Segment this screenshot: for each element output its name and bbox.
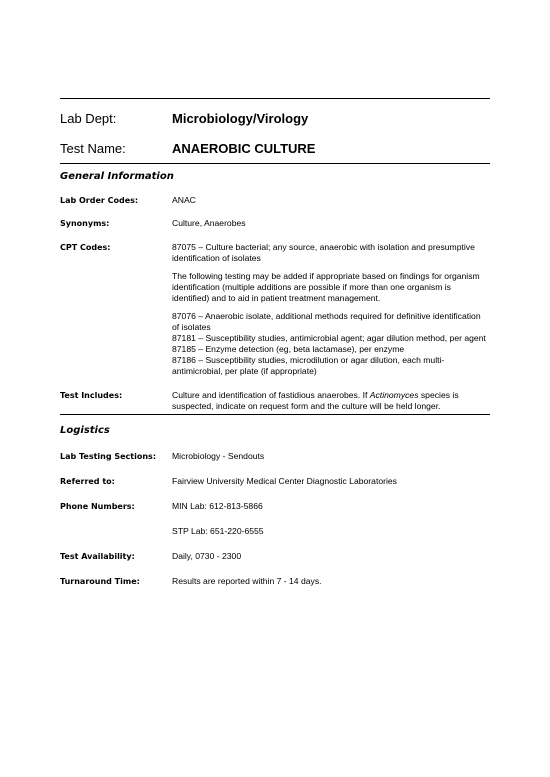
- cpt-primary-code: 87075 – Culture bacterial; any source, anaerobic with isolation and presumptive identification of isolates: [172, 242, 475, 263]
- test-availability-row: [60, 551, 490, 562]
- lab-order-codes-row: [60, 195, 490, 206]
- min-lab-phone: MIN Lab: 612-813-5866: [172, 501, 263, 511]
- test-includes-label: Test Includes:: [60, 391, 123, 400]
- turnaround-time-row: [60, 576, 490, 587]
- test-name-label: Test Name:: [60, 141, 126, 156]
- lab-dept-label: Lab Dept:: [60, 111, 117, 126]
- cpt-code-87186: 87186 – Susceptibility studies, microdilution or agar dilution, each multi-antimicrobial, per plate (if appropriate): [172, 355, 445, 376]
- test-includes-value: [172, 390, 490, 412]
- cpt-codes-label: CPT Codes:: [60, 243, 111, 252]
- referred-to-row: [60, 476, 490, 487]
- phone-numbers-value: [172, 501, 490, 537]
- cpt-code-87185: 87185 – Enzyme detection (eg, beta lactamase), per enzyme: [172, 344, 405, 354]
- synonyms-row: [60, 218, 490, 229]
- turnaround-time-value: Results are reported within 7 - 14 days.: [172, 576, 322, 586]
- test-availability-label: Test Availability:: [60, 552, 135, 561]
- synonyms-value: Culture, Anaerobes: [172, 218, 246, 228]
- test-includes-row: [60, 390, 490, 412]
- lab-testing-sections-row: [60, 451, 490, 462]
- cpt-additional-note: The following testing may be added if appropriate based on findings for organism identification (multiple additions are possible if more than one organism is identified) and to aid in patient treatment management.: [172, 271, 480, 303]
- referred-to-value: Fairview University Medical Center Diagnostic Laboratories: [172, 476, 397, 486]
- lab-dept-row: [60, 111, 490, 126]
- cpt-code-87181: 87181 – Susceptibility studies, antimicrobial agent; agar dilution method, per agent: [172, 333, 486, 343]
- logistics-heading: Logistics: [60, 425, 110, 436]
- header-rule: [60, 163, 490, 164]
- section-rule: [60, 414, 490, 415]
- lab-order-codes-label: Lab Order Codes:: [60, 196, 139, 205]
- top-rule: [60, 98, 490, 99]
- synonyms-label: Synonyms:: [60, 219, 110, 228]
- cpt-codes-row: [60, 242, 490, 377]
- test-includes-text-end: species is suspected, indicate on request form and the culture will be held longer.: [172, 390, 459, 411]
- turnaround-time-label: Turnaround Time:: [60, 577, 140, 586]
- test-includes-text-start: Culture and identification of fastidious anaerobes. If: [172, 390, 370, 400]
- lab-order-codes-value: ANAC: [172, 195, 196, 205]
- stp-lab-phone: STP Lab: 651-220-6555: [172, 526, 264, 536]
- phone-numbers-label: Phone Numbers:: [60, 502, 135, 511]
- general-information-heading: General Information: [60, 171, 174, 182]
- cpt-code-87076: 87076 – Anaerobic isolate, additional methods required for definitive identification of isolates: [172, 311, 481, 332]
- test-name-row: [60, 141, 490, 156]
- lab-dept-value: Microbiology/Virology: [172, 111, 309, 126]
- test-availability-value: Daily, 0730 - 2300: [172, 551, 242, 561]
- cpt-codes-value: [172, 242, 490, 377]
- phone-numbers-row: [60, 501, 490, 537]
- lab-testing-sections-value: Microbiology - Sendouts: [172, 451, 265, 461]
- referred-to-label: Referred to:: [60, 477, 115, 486]
- test-name-value: ANAEROBIC CULTURE: [172, 141, 316, 156]
- organism-name: Actinomyces: [369, 390, 419, 400]
- document-body: [60, 98, 490, 587]
- lab-testing-sections-label: Lab Testing Sections:: [60, 452, 157, 461]
